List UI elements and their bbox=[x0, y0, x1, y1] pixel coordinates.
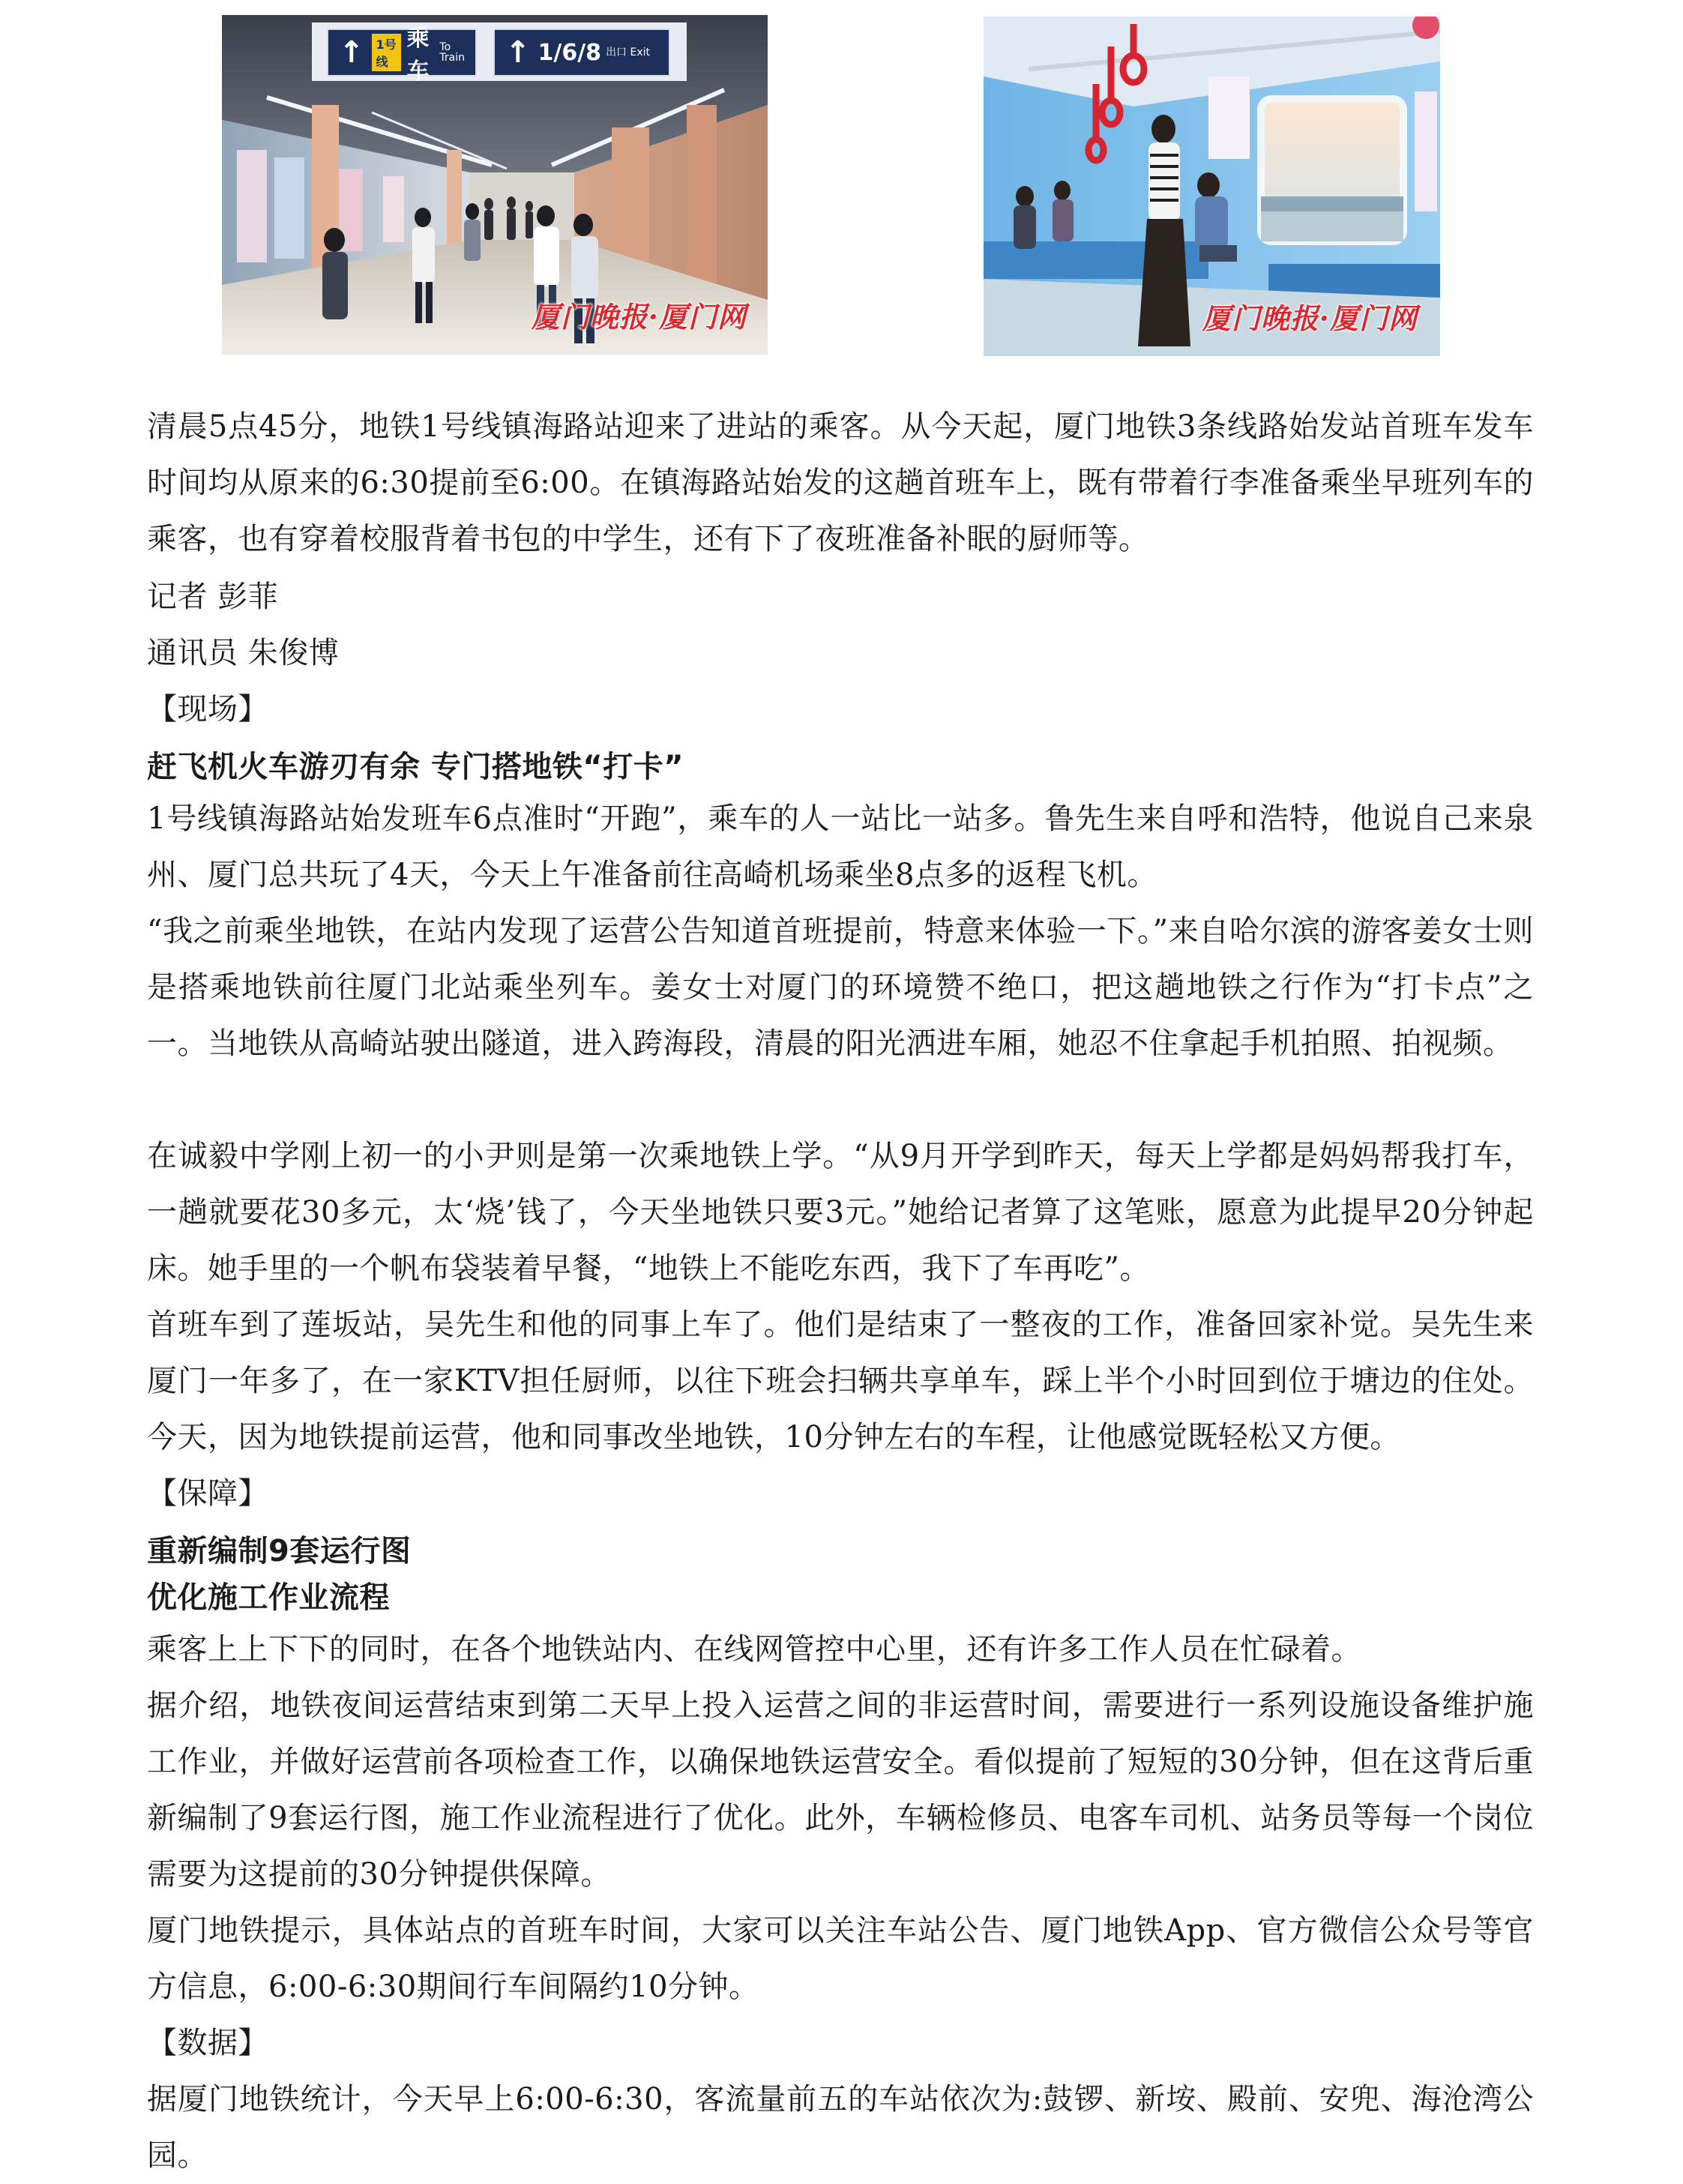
exit-number: 1/6/8 bbox=[538, 39, 602, 66]
section-heading-scene: 赶飞机火车游刃有余 专门搭地铁“打卡” bbox=[147, 750, 684, 784]
to-train-sign bbox=[327, 25, 477, 85]
paragraph-data: 据厦门地铁统计，今天早上6:00-6:30，客流量前五的车站依次为:鼓锣、新垵、殿前、安兜、海沧湾公园。 bbox=[147, 2082, 1534, 2173]
paragraph-scene-2: “我之前乘坐地铁，在站内发现了运营公告知道首班提前，特意来体验一下。”来自哈尔滨的游客姜女士则是搭乘地铁前往厦门北站乘坐列车。姜女士对厦门的环境赞不绝口，把这趟地铁之行作为“打卡点”之一。当地铁从高崎站驶出隧道，进入跨海段，清晨的阳光洒进车厢，她忍不住拿起手机拍照、拍视频。 bbox=[147, 914, 1534, 1061]
sign-sub-text: To Train bbox=[439, 41, 466, 64]
up-arrow-icon: ↑ bbox=[339, 35, 364, 70]
correspondent-credit: 通讯员 朱俊博 bbox=[147, 636, 340, 670]
section-tag-guarantee: 【保障】 bbox=[147, 1476, 268, 1511]
section-heading-guarantee-2: 优化施工作业流程 bbox=[147, 1580, 390, 1615]
reporter-credit: 记者 彭菲 bbox=[147, 580, 279, 614]
up-arrow-icon: ↑ bbox=[505, 35, 531, 70]
station-concourse-photo bbox=[222, 15, 768, 355]
section-heading-guarantee-1: 重新编制9套运行图 bbox=[147, 1534, 412, 1568]
section-tag-scene: 【现场】 bbox=[147, 692, 268, 727]
paragraph-guarantee-1: 乘客上上下下的同时，在各个地铁站内、在线网管控中心里，还有许多工作人员在忙碌着。 bbox=[147, 1632, 1361, 1667]
lead-paragraph: 清晨5点45分，地铁1号线镇海路站迎来了进站的乘客。从今天起，厦门地铁3条线路始发站首班车发车时间均从原来的6:30提前至6:00。在镇海路站始发的这趟首班车上，既有带着行李准备乘坐早班列车的乘客，也有穿着校服背着书包的中学生，还有下了夜班准备补眠的厨师等。 bbox=[147, 409, 1534, 556]
line-badge: 1号线 bbox=[372, 34, 401, 71]
paragraph-guarantee-2: 据介绍，地铁夜间运营结束到第二天早上投入运营之间的非运营时间，需要进行一系列设施设备维护施工作业，并做好运营前各项检查工作，以确保地铁运营安全。看似提前了短短的30分钟，但在这背后重新编制了9套运行图，施工作业流程进行了优化。此外，车辆检修员、电客车司机、站务员等每一个岗位需要为这提前的30分钟提供保障。 bbox=[147, 1688, 1534, 1892]
section-tag-data: 【数据】 bbox=[147, 2026, 268, 2060]
train-car-photo bbox=[984, 16, 1440, 356]
sign-main-text: 乘车 bbox=[406, 25, 430, 85]
photo-watermark: 厦门晚报·厦门网 bbox=[531, 300, 747, 334]
paragraph-scene-1: 1号线镇海路站始发班车6点准时“开跑”，乘车的人一站比一站多。鲁先生来自呼和浩特，他说自己来泉州、厦门总共玩了4天，今天上午准备前往高崎机场乘坐8点多的返程飞机。 bbox=[147, 801, 1534, 892]
exit-sign bbox=[493, 28, 670, 76]
photo-watermark: 厦门晚报·厦门网 bbox=[1202, 301, 1418, 335]
exit-label: 出口 Exit bbox=[606, 46, 651, 58]
paragraph-guarantee-3: 厦门地铁提示，具体站点的首班车时间，大家可以关注车站公告、厦门地铁App、官方微信公众号等官方信息，6:00-6:30期间行车间隔约10分钟。 bbox=[147, 1913, 1534, 2004]
paragraph-scene-4: 首班车到了莲坂站，吴先生和他的同事上车了。他们是结束了一整夜的工作，准备回家补觉。吴先生来厦门一年多了，在一家KTV担任厨师，以往下班会扫辆共享单车，踩上半个小时回到位于塘边的住处。今天，因为地铁提前运营，他和同事改坐地铁，10分钟左右的车程，让他感觉既轻松又方便。 bbox=[147, 1308, 1534, 1455]
paragraph-scene-3: 在诚毅中学刚上初一的小尹则是第一次乘地铁上学。“从9月开学到昨天，每天上学都是妈妈帮我打车，一趟就要花30多元，太‘烧’钱了，今天坐地铁只要3元。”她给记者算了这笔账，愿意为此提早20分钟起床。她手里的一个帆布袋装着早餐，“地铁上不能吃东西，我下了车再吃”。 bbox=[147, 1139, 1534, 1286]
